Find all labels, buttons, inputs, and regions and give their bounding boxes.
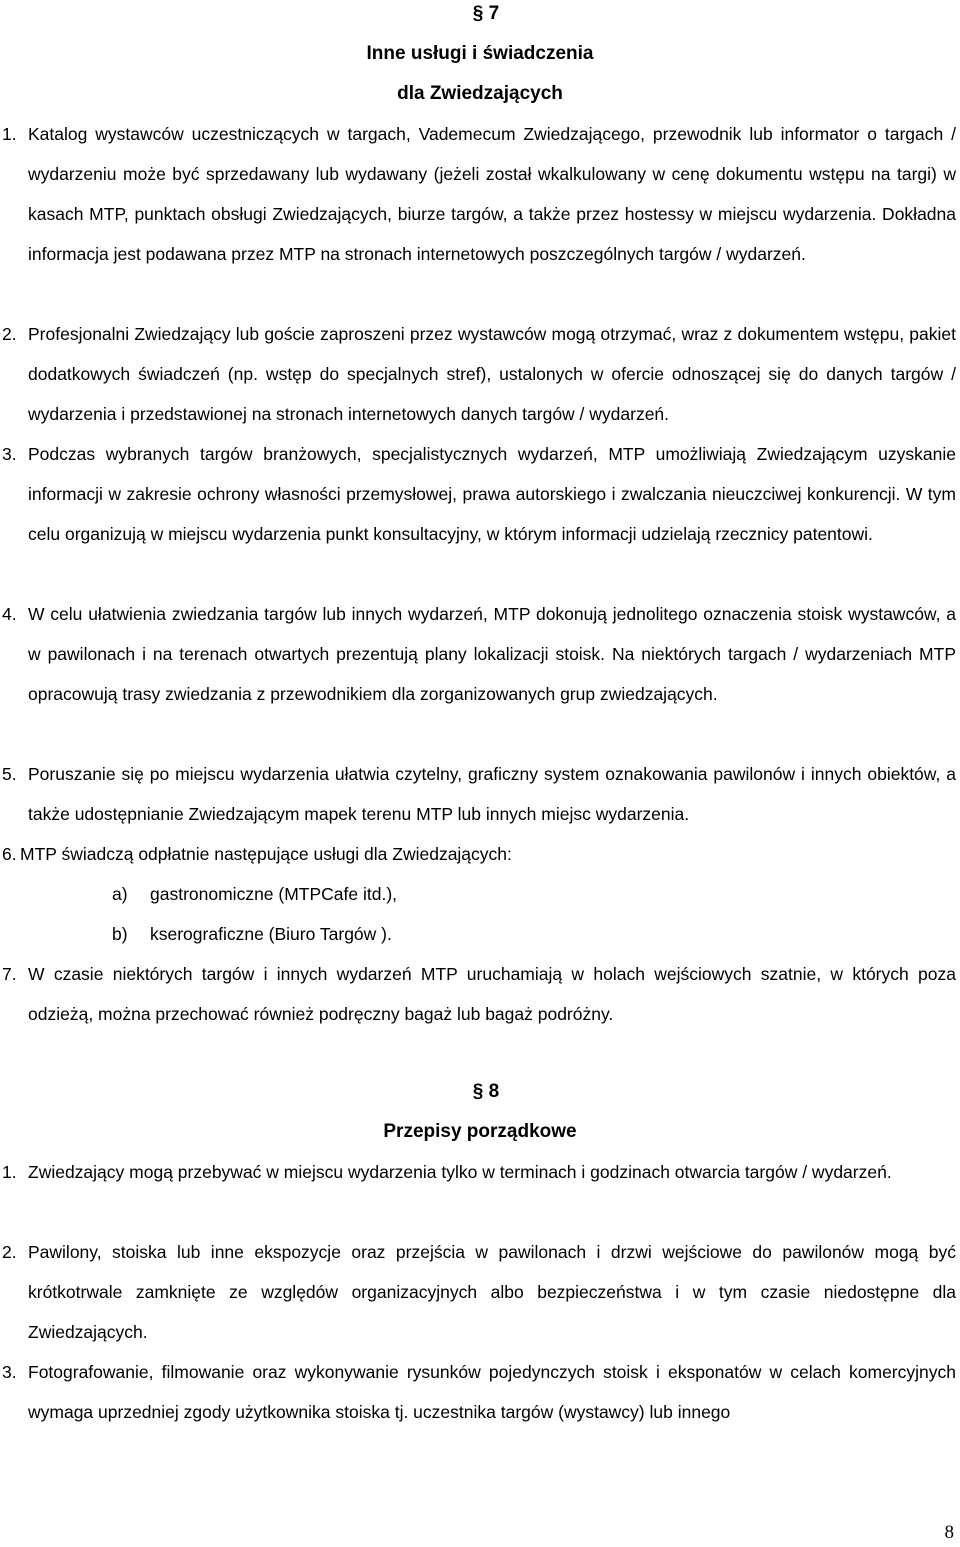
- s7-item-3-number: 3.: [2, 444, 17, 464]
- section-8-title: Przepisy porządkowe: [383, 1121, 577, 1142]
- s7-item-4-text: W celu ułatwienia zwiedzania targów lub innych wydarzeń, MTP dokonują jednolitego oznaczenia stoisk wystawców, a w pawilonach i na terenach otwartych prezentują plany lokalizacji stoisk. Na niektórych targach / wydarzeniach MTP opracowują trasy zwiedzania z przewodnikiem dla zorganizowanych grup zwiedzających.: [28, 604, 956, 704]
- s7-item-1-number: 1.: [2, 124, 17, 144]
- s8-item-3: [0, 1352, 960, 1432]
- s7-subitem-a: [0, 874, 960, 914]
- page-number: 8: [944, 1522, 954, 1543]
- s7-subitem-a-text: gastronomiczne (MTPCafe itd.),: [150, 884, 398, 904]
- section-7-title-line2: dla Zwiedzających: [397, 83, 563, 104]
- section-8: [0, 1072, 960, 1432]
- s7-item-1: [0, 114, 960, 314]
- s7-item-3: [0, 434, 960, 594]
- s7-item-1-text: Katalog wystawców uczestniczących w targach, Vademecum Zwiedzającego, przewodnik lub informator o targach / wydarzeniu może być sprzedawany lub wydawany (jeżeli został wkalkulowany w cenę dokumentu wstępu na targi) w kasach MTP, punktach obsługi Zwiedzających, biurze targów, a także przez hostessy w miejscu wydarzenia. Dokładna informacja jest podawana przez MTP na stronach internetowych poszczególnych targów / wydarzeń.: [28, 124, 956, 264]
- s7-item-2-number: 2.: [2, 324, 17, 344]
- s7-item-6: [0, 834, 960, 874]
- s7-subitem-b: [0, 914, 960, 954]
- s7-item-2: [0, 314, 960, 434]
- s7-subitem-a-label: a): [112, 884, 128, 904]
- s7-item-6-number: 6.: [2, 844, 17, 864]
- s8-item-1: [0, 1152, 960, 1232]
- s7-item-3-text: Podczas wybranych targów branżowych, specjalistycznych wydarzeń, MTP umożliwiają Zwiedzającym uzyskanie informacji w zakresie ochrony własności przemysłowej, prawa autorskiego i zwalczania nieuczciwej konkurencji. W tym celu organizują w miejscu wydarzenia punkt konsultacyjny, w którym informacji udzielają rzecznicy patentowi.: [28, 444, 956, 544]
- s7-item-5-number: 5.: [2, 764, 17, 784]
- s7-item-5: [0, 754, 960, 834]
- s8-item-1-number: 1.: [2, 1162, 17, 1182]
- s7-item-4: [0, 594, 960, 754]
- s8-item-2: [0, 1232, 960, 1352]
- s7-item-6-text: MTP świadczą odpłatnie następujące usługi dla Zwiedzających:: [20, 844, 512, 864]
- s8-item-3-text: Fotografowanie, filmowanie oraz wykonywanie rysunków pojedynczych stoisk i eksponatów w celach komercyjnych wymaga uprzedniej zgody użytkownika stoiska tj. uczestnika targów (wystawcy) lub innego: [28, 1362, 956, 1422]
- s8-item-2-number: 2.: [2, 1242, 17, 1262]
- s8-item-2-text: Pawilony, stoiska lub inne ekspozycje oraz przejścia w pawilonach i drzwi wejściowe do pawilonów mogą być krótkotrwale zamknięte ze względów organizacyjnych albo bezpieczeństwa i w tym czasie niedostępne dla Zwiedzających.: [28, 1242, 956, 1342]
- s7-item-7-number: 7.: [2, 964, 17, 984]
- s8-item-1-text: Zwiedzający mogą przebywać w miejscu wydarzenia tylko w terminach i godzinach otwarcia targów / wydarzeń.: [28, 1162, 892, 1182]
- section-8-mark: § 8: [472, 1081, 500, 1102]
- s7-subitem-b-text: kserograficzne (Biuro Targów ).: [150, 924, 392, 944]
- s7-item-5-text: Poruszanie się po miejscu wydarzenia ułatwia czytelny, graficzny system oznakowania pawilonów i innych obiektów, a także udostępnianie Zwiedzającym mapek terenu MTP lub innych miejsc wydarzenia.: [28, 764, 956, 824]
- s7-item-7-text: W czasie niektórych targów i innych wydarzeń MTP uruchamiają w holach wejściowych szatnie, w których poza odzieżą, można przechować również podręczny bagaż lub bagaż podróżny.: [28, 964, 956, 1024]
- s7-item-4-number: 4.: [2, 604, 17, 624]
- s7-item-2-text: Profesjonalni Zwiedzający lub goście zaproszeni przez wystawców mogą otrzymać, wraz z dokumentem wstępu, pakiet dodatkowych świadczeń (np. wstęp do specjalnych stref), ustalonych w ofercie odnoszącej się do danych targów / wydarzenia i przedstawionej na stronach internetowych danych targów / wydarzeń.: [28, 324, 956, 424]
- s7-item-7: [0, 954, 960, 1034]
- section-7-title-line1: Inne usługi i świadczenia: [366, 43, 594, 64]
- s8-item-3-number: 3.: [2, 1362, 17, 1382]
- s7-subitem-b-label: b): [112, 924, 128, 944]
- section-7-mark: § 7: [472, 3, 500, 24]
